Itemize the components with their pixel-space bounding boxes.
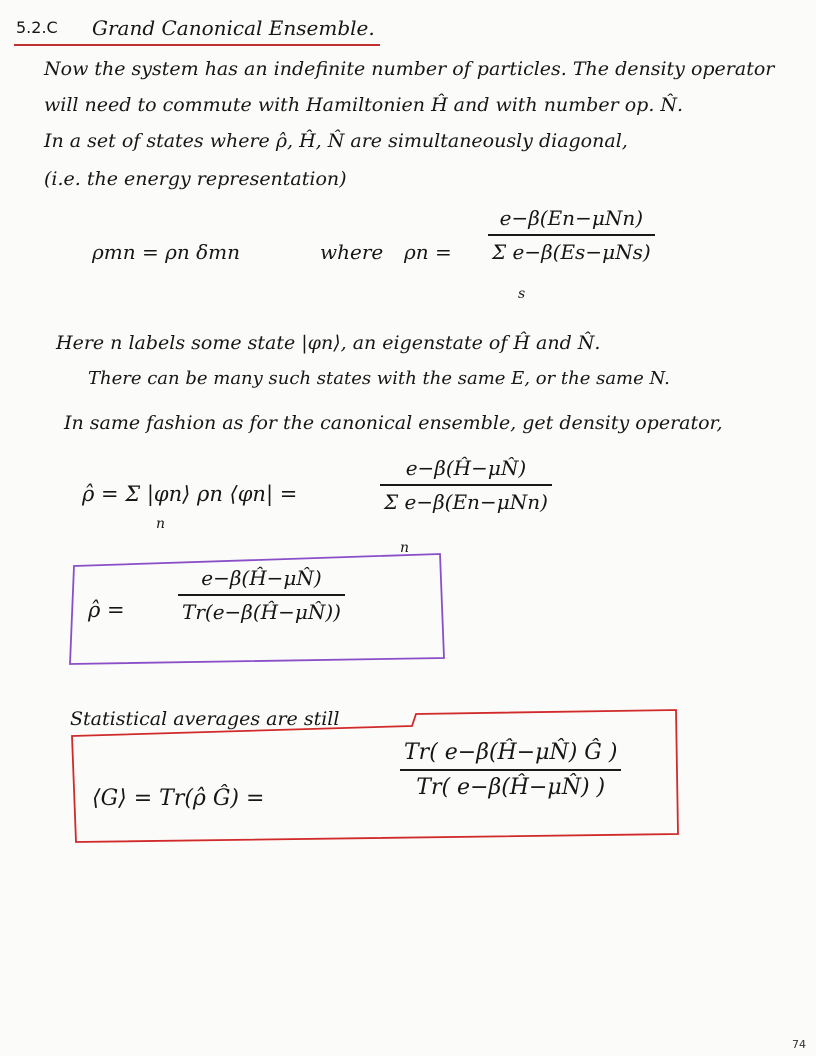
eq2-fraction-bar [380,484,552,486]
eq1-sum-index: s [518,286,526,302]
eq1-rho-n: ρn = [404,240,452,264]
eq4-fraction-bar [400,769,621,771]
eq4-fraction [400,740,621,800]
middle-line-1: Here n labels some state |φn⟩, an eigenstate of Ĥ and N̂. [56,332,601,354]
eq1-numerator: e−β(En−μNn) [499,206,644,230]
eq2-fraction [380,456,552,514]
eq1-denominator: Σ e−β(Es−μNs) [492,239,651,264]
eq2-lhs: ρ̂ = Σ |φn⟩ ρn ⟨φn| = [82,482,298,506]
eq2-sum-index: n [156,516,166,532]
intro-line-4: (i.e. the energy representation) [44,168,347,190]
middle-line-2: There can be many such states with the same E, or the same N. [88,368,670,389]
eq3-fraction-bar [178,594,345,596]
intro-line-3: In a set of states where ρ̂, Ĥ, N̂ are simultaneously diagonal, [44,130,628,152]
eq3-denominator: Tr(e−β(Ĥ−μN̂)) [182,599,341,624]
eq1-lhs: ρmn = ρn δmn [92,240,240,264]
eq1-fraction [488,206,655,264]
eq4-denominator: Tr( e−β(Ĥ−μN̂) ) [416,774,606,800]
eq3-lhs: ρ̂ = [88,598,125,622]
middle-line-3: In same fashion as for the canonical ensemble, get density operator, [64,412,723,434]
intro-line-1: Now the system has an indefinite number of particles. The density operator [44,58,775,80]
averages-label: Statistical averages are still [70,708,340,730]
eq4-lhs: ⟨G⟩ = Tr(ρ̂ Ĝ) = [92,786,265,811]
eq1-fraction-bar [488,234,655,236]
heading-underline [14,44,380,46]
page-number: 74 [792,1038,806,1051]
eq2-den-sum-index: n [400,540,410,556]
eq4-numerator: Tr( e−β(Ĥ−μN̂) Ĝ ) [404,740,618,765]
eq2-numerator: e−β(Ĥ−μN̂) [405,456,527,480]
eq1-where: where [320,240,384,264]
intro-line-2: will need to commute with Hamiltonien Ĥ and with number op. N̂. [44,94,684,116]
section-title: Grand Canonical Ensemble. [92,16,375,40]
eq3-fraction [178,566,345,624]
eq3-numerator: e−β(Ĥ−μN̂) [201,566,322,590]
eq2-denominator: Σ e−β(En−μNn) [384,489,548,514]
section-number: 5.2.C [16,18,58,37]
